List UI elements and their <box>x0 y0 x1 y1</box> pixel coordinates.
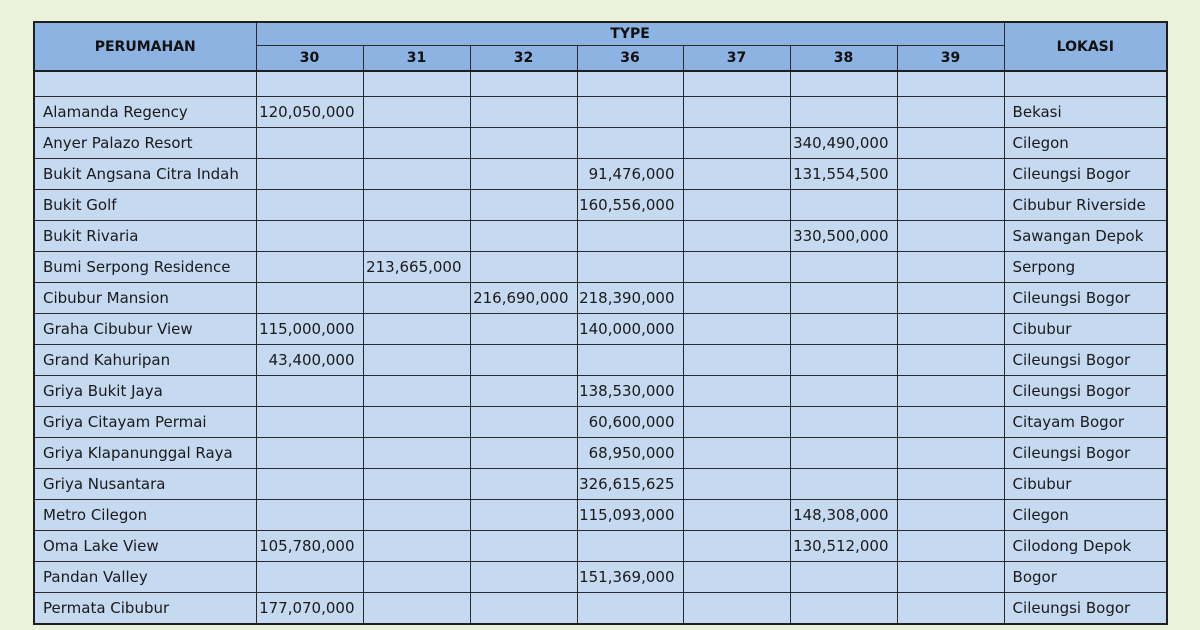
perumahan-cell: Graha Cibubur View <box>34 314 256 345</box>
empty-cell <box>470 71 577 97</box>
price-cell-type-32 <box>470 252 577 283</box>
lokasi-cell: Cileungsi Bogor <box>1004 159 1167 190</box>
lokasi-cell: Cileungsi Bogor <box>1004 593 1167 625</box>
price-cell-type-38: 131,554,500 <box>790 159 897 190</box>
price-cell-type-30 <box>256 376 363 407</box>
perumahan-cell: Griya Citayam Permai <box>34 407 256 438</box>
table-body <box>34 71 1167 624</box>
lokasi-cell: Cibubur <box>1004 314 1167 345</box>
perumahan-cell: Griya Bukit Jaya <box>34 376 256 407</box>
type-header-37: 37 <box>683 46 790 72</box>
empty-cell <box>256 71 363 97</box>
price-cell-type-32 <box>470 159 577 190</box>
price-cell-type-37 <box>683 97 790 128</box>
price-cell-type-38 <box>790 345 897 376</box>
type-header-30: 30 <box>256 46 363 72</box>
perumahan-cell: Griya Klapanunggal Raya <box>34 438 256 469</box>
price-cell-type-37 <box>683 252 790 283</box>
lokasi-cell: Sawangan Depok <box>1004 221 1167 252</box>
price-cell-type-38: 340,490,000 <box>790 128 897 159</box>
type-header-36: 36 <box>577 46 683 72</box>
price-cell-type-32 <box>470 562 577 593</box>
perumahan-cell: Griya Nusantara <box>34 469 256 500</box>
price-cell-type-31 <box>363 314 470 345</box>
price-cell-type-39 <box>897 159 1004 190</box>
price-cell-type-36 <box>577 593 683 625</box>
column-header-lokasi: LOKASI <box>1004 22 1167 71</box>
price-cell-type-38: 330,500,000 <box>790 221 897 252</box>
type-header-39: 39 <box>897 46 1004 72</box>
type-header-32: 32 <box>470 46 577 72</box>
perumahan-cell: Bukit Angsana Citra Indah <box>34 159 256 190</box>
price-cell-type-32 <box>470 128 577 159</box>
price-cell-type-30 <box>256 159 363 190</box>
price-cell-type-31 <box>363 531 470 562</box>
perumahan-cell: Alamanda Regency <box>34 97 256 128</box>
perumahan-cell: Anyer Palazo Resort <box>34 128 256 159</box>
type-header-31: 31 <box>363 46 470 72</box>
price-cell-type-38: 130,512,000 <box>790 531 897 562</box>
price-cell-type-36 <box>577 345 683 376</box>
price-cell-type-32 <box>470 407 577 438</box>
price-cell-type-36 <box>577 128 683 159</box>
price-cell-type-32 <box>470 221 577 252</box>
price-cell-type-39 <box>897 438 1004 469</box>
price-cell-type-30 <box>256 128 363 159</box>
header-row <box>34 22 1167 46</box>
price-cell-type-32 <box>470 500 577 531</box>
price-cell-type-32 <box>470 190 577 221</box>
price-cell-type-36: 68,950,000 <box>577 438 683 469</box>
price-cell-type-32 <box>470 531 577 562</box>
table-row <box>34 345 1167 376</box>
perumahan-cell: Bumi Serpong Residence <box>34 252 256 283</box>
price-cell-type-36: 151,369,000 <box>577 562 683 593</box>
price-cell-type-30: 120,050,000 <box>256 97 363 128</box>
price-cell-type-36: 60,600,000 <box>577 407 683 438</box>
lokasi-cell: Bogor <box>1004 562 1167 593</box>
price-cell-type-32 <box>470 314 577 345</box>
price-cell-type-39 <box>897 469 1004 500</box>
table-row <box>34 376 1167 407</box>
price-cell-type-39 <box>897 593 1004 625</box>
lokasi-cell: Serpong <box>1004 252 1167 283</box>
price-cell-type-37 <box>683 562 790 593</box>
price-cell-type-32 <box>470 469 577 500</box>
price-cell-type-37 <box>683 407 790 438</box>
price-cell-type-38 <box>790 314 897 345</box>
lokasi-cell: Cileungsi Bogor <box>1004 283 1167 314</box>
lokasi-cell: Cileungsi Bogor <box>1004 438 1167 469</box>
price-cell-type-38 <box>790 252 897 283</box>
empty-cell <box>577 71 683 97</box>
price-cell-type-31 <box>363 159 470 190</box>
price-cell-type-30 <box>256 562 363 593</box>
price-cell-type-37 <box>683 283 790 314</box>
price-cell-type-30: 177,070,000 <box>256 593 363 625</box>
price-cell-type-38 <box>790 97 897 128</box>
perumahan-cell: Metro Cilegon <box>34 500 256 531</box>
price-cell-type-31 <box>363 562 470 593</box>
perumahan-cell: Grand Kahuripan <box>34 345 256 376</box>
price-cell-type-32 <box>470 438 577 469</box>
lokasi-cell: Cileungsi Bogor <box>1004 376 1167 407</box>
price-cell-type-38 <box>790 376 897 407</box>
price-cell-type-31 <box>363 376 470 407</box>
price-cell-type-38 <box>790 438 897 469</box>
price-cell-type-39 <box>897 500 1004 531</box>
price-cell-type-31 <box>363 221 470 252</box>
lokasi-cell: Cibubur <box>1004 469 1167 500</box>
price-cell-type-39 <box>897 190 1004 221</box>
table-row <box>34 407 1167 438</box>
lokasi-cell: Bekasi <box>1004 97 1167 128</box>
price-cell-type-36: 140,000,000 <box>577 314 683 345</box>
price-cell-type-37 <box>683 469 790 500</box>
perumahan-cell: Oma Lake View <box>34 531 256 562</box>
empty-cell <box>34 71 256 97</box>
price-cell-type-30 <box>256 221 363 252</box>
price-cell-type-36 <box>577 531 683 562</box>
price-cell-type-30: 105,780,000 <box>256 531 363 562</box>
price-cell-type-36: 91,476,000 <box>577 159 683 190</box>
price-cell-type-30 <box>256 252 363 283</box>
price-cell-type-39 <box>897 407 1004 438</box>
price-cell-type-36: 218,390,000 <box>577 283 683 314</box>
table-row <box>34 221 1167 252</box>
perumahan-cell: Pandan Valley <box>34 562 256 593</box>
price-cell-type-39 <box>897 97 1004 128</box>
price-cell-type-36 <box>577 97 683 128</box>
price-cell-type-39 <box>897 283 1004 314</box>
price-cell-type-37 <box>683 128 790 159</box>
table-row <box>34 593 1167 625</box>
price-cell-type-37 <box>683 376 790 407</box>
price-cell-type-37 <box>683 531 790 562</box>
table-row <box>34 128 1167 159</box>
price-cell-type-30 <box>256 283 363 314</box>
price-cell-type-39 <box>897 562 1004 593</box>
price-cell-type-38 <box>790 469 897 500</box>
price-cell-type-39 <box>897 531 1004 562</box>
price-cell-type-38 <box>790 190 897 221</box>
table-row <box>34 314 1167 345</box>
price-cell-type-36: 138,530,000 <box>577 376 683 407</box>
price-cell-type-31: 213,665,000 <box>363 252 470 283</box>
type-header-38: 38 <box>790 46 897 72</box>
lokasi-cell: Cibubur Riverside <box>1004 190 1167 221</box>
price-cell-type-38 <box>790 283 897 314</box>
lokasi-cell: Cileungsi Bogor <box>1004 345 1167 376</box>
price-cell-type-31 <box>363 97 470 128</box>
price-cell-type-31 <box>363 128 470 159</box>
price-cell-type-36 <box>577 221 683 252</box>
price-cell-type-31 <box>363 190 470 221</box>
lokasi-cell: Cilodong Depok <box>1004 531 1167 562</box>
empty-cell <box>363 71 470 97</box>
empty-cell <box>683 71 790 97</box>
price-cell-type-37 <box>683 221 790 252</box>
price-cell-type-36: 115,093,000 <box>577 500 683 531</box>
price-cell-type-39 <box>897 128 1004 159</box>
table-row <box>34 531 1167 562</box>
price-cell-type-36: 326,615,625 <box>577 469 683 500</box>
price-cell-type-30 <box>256 438 363 469</box>
price-cell-type-37 <box>683 159 790 190</box>
price-cell-type-32: 216,690,000 <box>470 283 577 314</box>
lokasi-cell: Citayam Bogor <box>1004 407 1167 438</box>
empty-cell <box>790 71 897 97</box>
price-cell-type-37 <box>683 190 790 221</box>
table-row <box>34 97 1167 128</box>
price-cell-type-38 <box>790 562 897 593</box>
blank-row <box>34 71 1167 97</box>
price-cell-type-37 <box>683 345 790 376</box>
price-cell-type-31 <box>363 593 470 625</box>
price-cell-type-32 <box>470 593 577 625</box>
price-cell-type-37 <box>683 314 790 345</box>
price-cell-type-39 <box>897 252 1004 283</box>
price-cell-type-30 <box>256 407 363 438</box>
lokasi-cell: Cilegon <box>1004 128 1167 159</box>
price-cell-type-31 <box>363 407 470 438</box>
price-cell-type-30 <box>256 500 363 531</box>
price-cell-type-37 <box>683 593 790 625</box>
price-cell-type-37 <box>683 500 790 531</box>
price-cell-type-39 <box>897 314 1004 345</box>
table-row <box>34 190 1167 221</box>
price-cell-type-31 <box>363 283 470 314</box>
empty-cell <box>1004 71 1167 97</box>
price-cell-type-32 <box>470 345 577 376</box>
price-cell-type-31 <box>363 469 470 500</box>
price-cell-type-30 <box>256 469 363 500</box>
price-cell-type-39 <box>897 376 1004 407</box>
price-cell-type-39 <box>897 345 1004 376</box>
perumahan-cell: Cibubur Mansion <box>34 283 256 314</box>
table-row <box>34 438 1167 469</box>
table-row <box>34 469 1167 500</box>
price-cell-type-31 <box>363 438 470 469</box>
price-cell-type-31 <box>363 500 470 531</box>
table-row <box>34 159 1167 190</box>
price-cell-type-30 <box>256 190 363 221</box>
perumahan-cell: Bukit Golf <box>34 190 256 221</box>
table-row <box>34 500 1167 531</box>
price-cell-type-32 <box>470 376 577 407</box>
table-row <box>34 283 1167 314</box>
perumahan-cell: Permata Cibubur <box>34 593 256 625</box>
price-cell-type-30: 115,000,000 <box>256 314 363 345</box>
price-cell-type-30: 43,400,000 <box>256 345 363 376</box>
price-cell-type-38: 148,308,000 <box>790 500 897 531</box>
housing-price-table <box>33 21 1168 625</box>
lokasi-cell: Cilegon <box>1004 500 1167 531</box>
column-header-type: TYPE <box>256 22 1004 46</box>
empty-cell <box>897 71 1004 97</box>
column-header-perumahan: PERUMAHAN <box>34 22 256 71</box>
price-cell-type-36: 160,556,000 <box>577 190 683 221</box>
price-cell-type-36 <box>577 252 683 283</box>
price-cell-type-38 <box>790 407 897 438</box>
price-cell-type-37 <box>683 438 790 469</box>
price-cell-type-39 <box>897 221 1004 252</box>
perumahan-cell: Bukit Rivaria <box>34 221 256 252</box>
table-row <box>34 252 1167 283</box>
price-cell-type-32 <box>470 97 577 128</box>
price-cell-type-31 <box>363 345 470 376</box>
price-cell-type-38 <box>790 593 897 625</box>
table-row <box>34 562 1167 593</box>
